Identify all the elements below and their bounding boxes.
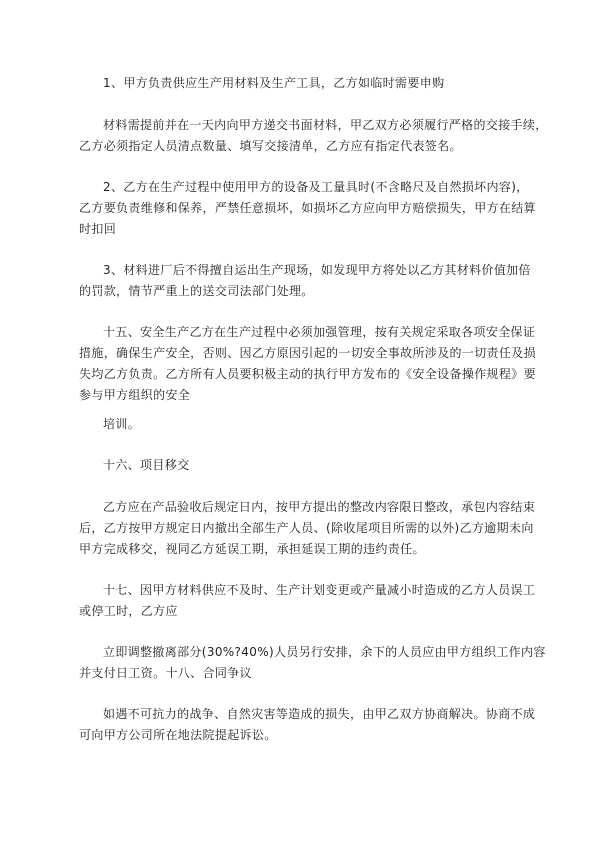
paragraph-11 bbox=[79, 704, 549, 746]
text-line: 乙方必须指定人员清点数量、填写交接清单，乙方应有指定代表签名。 bbox=[79, 139, 462, 153]
paragraph-10 bbox=[79, 642, 549, 684]
paragraph-7 bbox=[79, 455, 549, 476]
text-line: 可向甲方公司所在地法院提起诉讼。 bbox=[79, 728, 277, 742]
text-line: 失均乙方负责。乙方所有人员要积极主动的执行甲方发布的《安全设备操作规程》要 bbox=[79, 367, 536, 381]
text-line: 十五、安全生产乙方在生产过程中必须加强管理，按有关规定采取各项安全保证 bbox=[103, 325, 536, 339]
paragraph-5 bbox=[79, 322, 549, 406]
text-line: 如遇不可抗力的战争、自然灾害等造成的损失，由甲乙双方协商解决。协商不成 bbox=[103, 707, 536, 721]
text-line: 甲方完成移交，视同乙方延误工期，承担延误工期的违约责任。 bbox=[79, 542, 425, 556]
paragraph-3 bbox=[79, 177, 549, 240]
paragraph-9 bbox=[79, 580, 549, 622]
text-line: 措施，确保生产安全，否则、因乙方原因引起的一切安全事故所涉及的一切责任及损 bbox=[79, 346, 536, 360]
text-line: 2、乙方在生产过程中使用甲方的设备及工量具时(不含略尺及自然损坏内容)， bbox=[103, 180, 529, 194]
text-line: 立即调整撤离部分(30%?40%)人员另行安排，余下的人员应由甲方组织工作内容 bbox=[103, 645, 546, 659]
text-line: 培训。 bbox=[103, 417, 141, 431]
paragraph-6 bbox=[79, 414, 549, 435]
text-line: 或停工时，乙方应 bbox=[79, 604, 178, 618]
paragraph-2 bbox=[79, 115, 549, 157]
paragraph-8 bbox=[79, 497, 549, 560]
text-line: 十七、因甲方材料供应不及时、生产计划变更或产量减小时造成的乙方人员误工 bbox=[103, 583, 536, 597]
text-line: 时扣回 bbox=[79, 222, 117, 236]
text-line: 参与甲方组织的安全 bbox=[79, 388, 191, 402]
text-line: 3、材料进厂后不得擅自运出生产现场，如发现甲方将处以乙方其材料价值加倍 bbox=[103, 263, 531, 277]
paragraph-1 bbox=[79, 73, 549, 94]
text-line: 1、甲方负责供应生产用材料及生产工具，乙方如临时需要申购 bbox=[103, 76, 445, 90]
paragraph-4 bbox=[79, 260, 549, 302]
text-line: 后，乙方按甲方规定日内撤出全部生产人员、(除收尾项目所需的以外)乙方逾期未向 bbox=[79, 521, 534, 535]
text-line: 并支付日工资。十八、合同争议 bbox=[79, 666, 252, 680]
text-line: 的罚款，情节严重上的送交司法部门处理。 bbox=[79, 284, 314, 298]
text-line: 材料需提前并在一天内向甲方递交书面材料，甲乙双方必须履行严格的交接手续， bbox=[103, 118, 548, 132]
text-line: 十六、项目移交 bbox=[103, 458, 190, 472]
text-line: 乙方要负责维修和保养，严禁任意损坏，如损坏乙方应向甲方赔偿损失，甲方在结算 bbox=[79, 201, 536, 215]
text-line: 乙方应在产品验收后规定日内，按甲方提出的整改内容限日整改，承包内容结束 bbox=[103, 500, 536, 514]
